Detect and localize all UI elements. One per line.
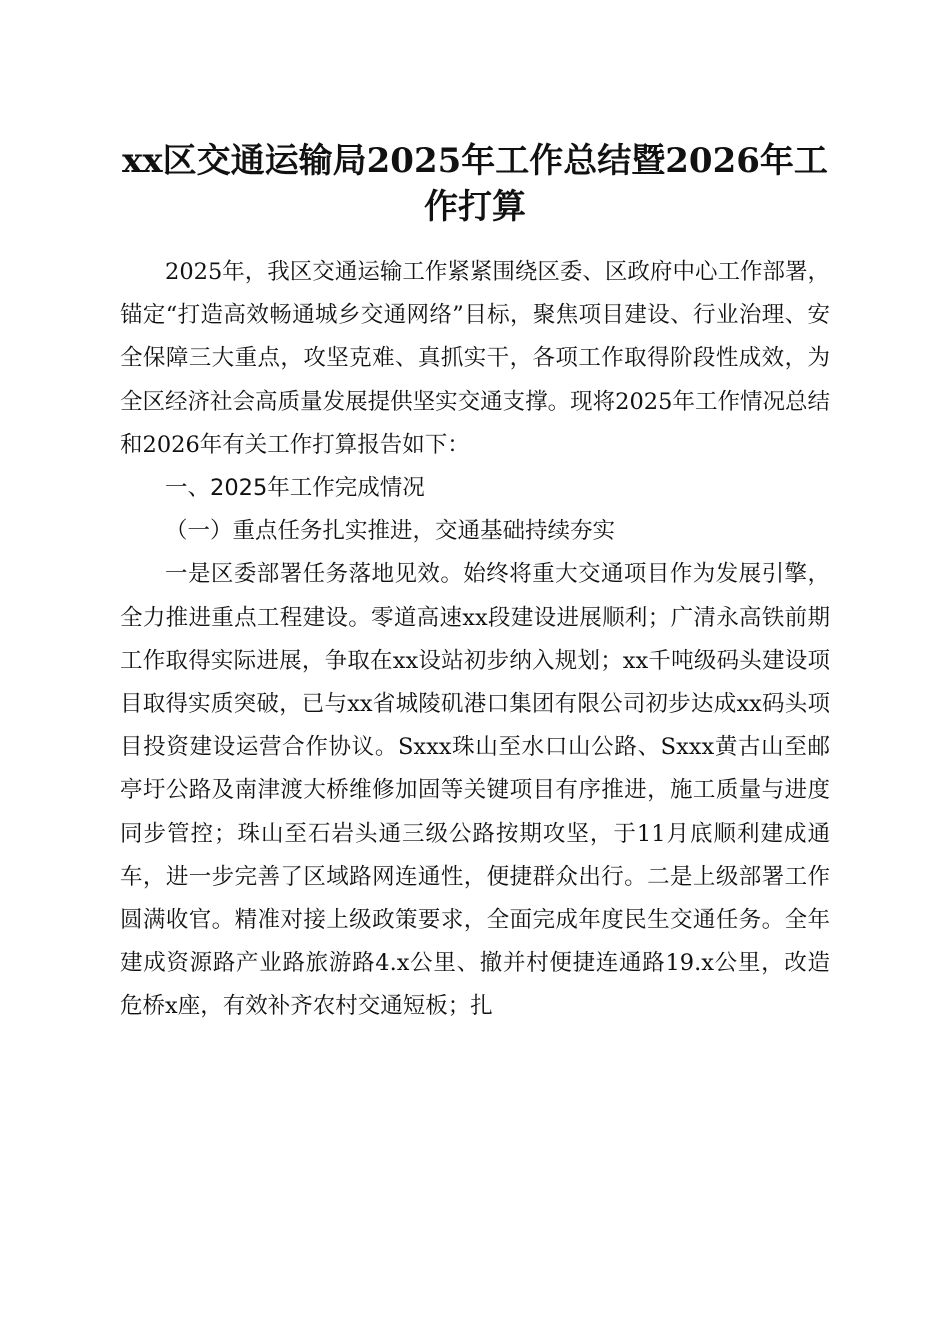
subsection-heading: （一）重点任务扎实推进，交通基础持续夯实: [165, 518, 616, 545]
section-heading: 一、2025年工作完成情况: [165, 475, 425, 502]
body-paragraph: 一是区委部署任务落地见效。始终将重大交通项目作为发展引擎，全力推进重点工程建设。零道高速xx段建设进展顺利；广清永高铁前期工作取得实际进展，争取在xx设站初步纳入规划；xx千吨级码头建设项目取得实质突破，已与xx省城陵矶港口集团有限公司初步达成xx码头项目投资建设运营合作协议。Sxxx珠山至水口山公路、Sxxx黄古山至邮亭圩公路及南津渡大桥维修加固等关键项目有序推进，施工质量与进度同步管控；珠山至石岩头通三级公路按期攻坚，于11月底顺利建成通车，进一步完善了区域路网连通性，便捷群众出行。二是上级部署工作圆满收官。精准对接上级政策要求，全面完成年度民生交通任务。全年建成资源路产业路旅游路4.x公里、撤并村便捷连通路19.x公里，改造危桥x座，有效补齐农村交通短板；扎: [120, 561, 830, 1020]
document-body: [120, 251, 830, 1029]
document-title: xx区交通运输局2025年工作总结暨2026年工作打算: [122, 141, 828, 227]
intro-paragraph: 2025年，我区交通运输工作紧紧围绕区委、区政府中心工作部署，锚定“打造高效畅通城乡交通网络”目标，聚焦项目建设、行业治理、安全保障三大重点，攻坚克难、真抓实干，各项工作取得阶段性成效，为全区经济社会高质量发展提供坚实交通支撑。现将2025年工作情况总结和2026年有关工作打算报告如下：: [120, 259, 830, 458]
